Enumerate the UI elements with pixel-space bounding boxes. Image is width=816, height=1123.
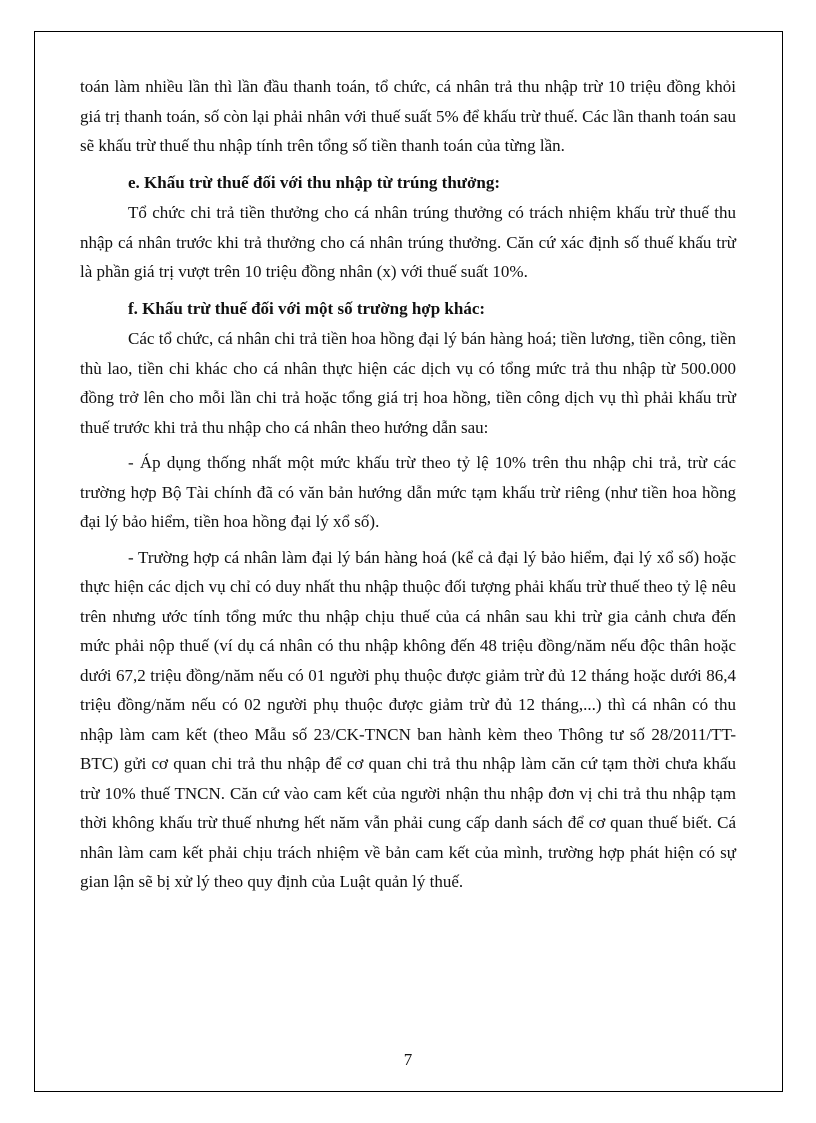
paragraph-payment-continuation: toán làm nhiều lần thì lần đầu thanh toán, tổ chức, cá nhân trả thu nhập trừ 10 triệu đồng khỏi giá trị thanh toán, số còn lại phải nhân với thuế suất 5% để khấu trừ thuế. Các lần thanh toán sau sẽ khấu trừ thuế thu nhập tính trên tổng số tiền thanh toán của từng lần. [80, 77, 737, 155]
document-body [80, 72, 736, 897]
paragraph-prize-withholding: Tổ chức chi trả tiền thưởng cho cá nhân trúng thưởng có trách nhiệm khấu trừ thuế thu nhập cá nhân trước khi trả thưởng cho cá nhân trúng thưởng. Căn cứ xác định số thuế khấu trừ là phần giá trị vượt trên 10 triệu đồng nhân (x) với thuế suất 10%. [80, 203, 736, 281]
heading-section-f: f. Khấu trừ thuế đối với một số trường hợp khác: [128, 298, 486, 318]
heading-section-e: e. Khấu trừ thuế đối với thu nhập từ trúng thưởng: [128, 172, 501, 192]
page-number: 7 [403, 1050, 413, 1069]
paragraph-other-cases: Các tổ chức, cá nhân chi trả tiền hoa hồng đại lý bán hàng hoá; tiền lương, tiền công, tiền thù lao, tiền chi khác cho cá nhân thực hiện các dịch vụ có tổng mức trả thu nhập từ 500.000 đồng trở lên cho mỗi lần chi trả hoặc tổng giá trị hoa hồng, tiền công dịch vụ thì phải khấu trừ thuế trước khi trả thu nhập cho cá nhân theo hướng dẫn sau: [80, 329, 736, 437]
paragraph-bullet-uniform-rate: - Áp dụng thống nhất một mức khấu trừ theo tỷ lệ 10% trên thu nhập chi trả, trừ các trường hợp Bộ Tài chính đã có văn bản hướng dẫn mức tạm khấu trừ riêng (như tiền hoa hồng đại lý bảo hiểm, tiền hoa hồng đại lý xổ số). [80, 453, 736, 531]
paragraph-bullet-commitment: - Trường hợp cá nhân làm đại lý bán hàng hoá (kể cả đại lý bảo hiểm, đại lý xổ số) hoặc thực hiện các dịch vụ chỉ có duy nhất thu nhập thuộc đối tượng phải khấu trừ thuế theo tỷ lệ nêu trên nhưng ước tính tổng mức thu nhập chịu thuế của cá nhân sau khi trừ gia cảnh chưa đến mức phải nộp thuế (ví dụ cá nhân có thu nhập không đến 48 triệu đồng/năm nếu độc thân hoặc dưới 67,2 triệu đồng/năm nếu có 01 người phụ thuộc được giảm trừ đủ 12 tháng hoặc dưới 86,4 triệu đồng/năm nếu có 02 người phụ thuộc được giảm trừ đủ 12 tháng,...) thì cá nhân có thu nhập làm cam kết (theo Mẫu số 23/CK-TNCN ban hành kèm theo Thông tư số 28/2011/TT-BTC) gửi cơ quan chi trả thu nhập để cơ quan chi trả thu nhập làm căn cứ tạm thời chưa khấu trừ 10% thuế TNCN. Căn cứ vào cam kết của người nhận thu nhập đơn vị chi trả thu nhập tạm thời không khấu trừ thuế nhưng hết năm vẫn phải cung cấp danh sách để cơ quan thuế biết. Cá nhân làm cam kết phải chịu trách nhiệm về bản cam kết của mình, trường hợp phát hiện có sự gian lận sẽ bị xử lý theo quy định của Luật quản lý thuế. [80, 547, 736, 891]
